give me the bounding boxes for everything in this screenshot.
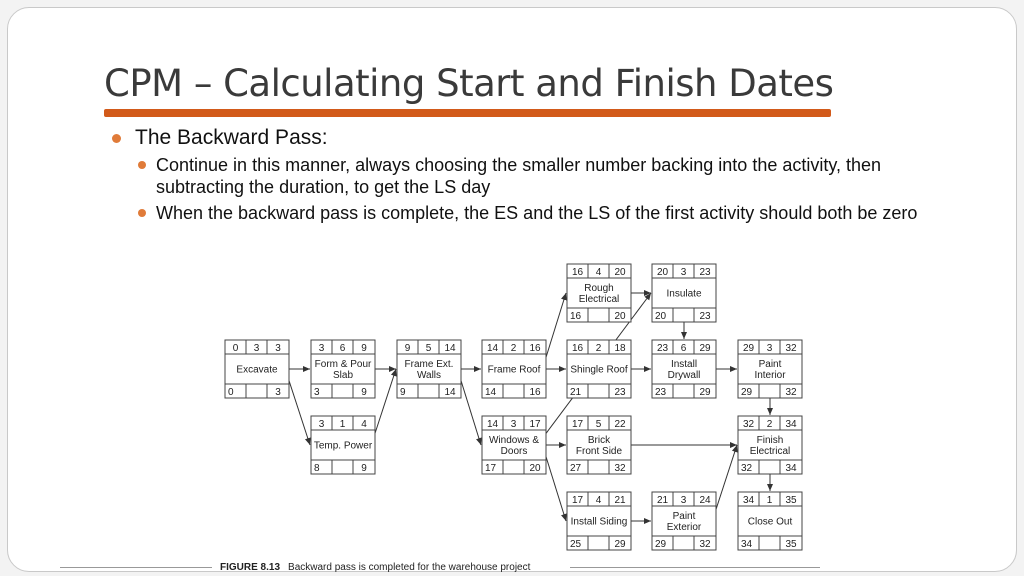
early-finish: 34 [785,419,797,430]
late-finish: 16 [529,387,541,398]
late-start: 9 [400,387,406,398]
early-finish: 17 [529,419,541,430]
early-start: 17 [571,495,584,506]
early-start: 32 [742,419,755,430]
late-finish: 14 [444,387,456,398]
duration: 3 [680,267,687,278]
activity-node-excavate [225,340,289,398]
late-start: 16 [570,311,582,322]
late-start: 21 [570,387,582,398]
late-start: 29 [655,539,667,550]
late-start: 14 [485,387,497,398]
dependency-arrow [375,369,396,433]
early-finish: 14 [444,343,456,354]
duration: 2 [510,343,517,354]
activity-node-install-drywall [652,340,716,398]
activity-name: Form & Pour [314,359,372,370]
figure-caption-text: Backward pass is completed for the warehouse project [288,562,531,573]
activity-name: Drywall [667,370,701,381]
early-start: 16 [571,343,584,354]
late-finish: 32 [699,539,711,550]
sub-bullet-text: Continue in this manner, always choosing the smaller number backing into the activity, then subtracting the duration, to get the LS day [156,155,882,197]
late-finish: 34 [785,463,797,474]
activity-name: Walls [416,370,442,381]
early-start: 34 [742,495,755,506]
late-finish: 29 [614,539,626,550]
early-start: 3 [318,343,325,354]
activity-name: Shingle Roof [570,364,628,376]
early-finish: 35 [785,495,797,506]
late-start: 32 [741,463,753,474]
duration: 6 [339,343,346,354]
dependency-arrow [546,293,566,357]
late-finish: 20 [614,311,626,322]
activity-node-frame-ext-walls [397,340,461,398]
figure-label: FIGURE 8.13 [220,562,281,573]
late-start: 29 [741,387,753,398]
early-start: 14 [486,343,499,354]
early-finish: 20 [614,267,626,278]
dependency-arrow [289,381,310,445]
early-finish: 18 [614,343,626,354]
late-finish: 35 [785,539,797,550]
caption-rule-right [570,567,820,568]
late-finish: 23 [614,387,626,398]
early-finish: 24 [699,495,711,506]
activity-name: Frame Ext. [404,359,454,370]
early-finish: 32 [785,343,797,354]
early-finish: 16 [529,343,541,354]
late-start: 0 [228,387,234,398]
early-start: 20 [656,267,669,278]
activity-name: Frame Roof [487,364,541,376]
late-finish: 9 [361,387,367,398]
duration: 5 [595,419,602,430]
activity-name: Finish [756,435,784,446]
duration: 6 [680,343,687,354]
early-start: 17 [571,419,584,430]
late-finish: 32 [785,387,797,398]
early-finish: 29 [699,343,711,354]
activity-node-insulate [652,264,716,322]
activity-node-frame-roof [482,340,546,398]
late-start: 25 [570,539,582,550]
early-finish: 23 [699,267,711,278]
early-finish: 9 [361,343,367,354]
early-finish: 21 [614,495,626,506]
dependency-arrow [546,457,566,521]
late-start: 3 [314,387,320,398]
duration: 1 [339,419,346,430]
early-finish: 3 [275,343,281,354]
activity-name: Close Out [747,516,793,528]
activity-name: Paint [758,359,782,370]
early-start: 14 [486,419,499,430]
early-start: 0 [232,343,239,354]
duration: 4 [595,495,602,506]
activity-name: Exterior [666,522,702,533]
bullet-main-text: The Backward Pass: [135,126,328,149]
activity-name: Brick [587,435,611,446]
activity-name: Doors [500,446,528,457]
early-start: 29 [742,343,755,354]
late-finish: 20 [529,463,541,474]
late-start: 20 [655,311,667,322]
activity-node-brick-front-side [567,416,631,474]
activity-node-form-pour-slab [311,340,375,398]
duration: 3 [510,419,517,430]
caption-rule-left [60,567,212,568]
activity-name: Temp. Power [313,440,373,452]
late-finish: 9 [361,463,367,474]
activity-name: Install [670,359,698,370]
duration: 3 [253,343,260,354]
duration: 2 [595,343,602,354]
activity-name: Paint [672,511,696,522]
activity-node-paint-interior [738,340,802,398]
activity-name: Slab [332,370,354,381]
activity-name: Electrical [749,446,791,457]
duration: 3 [766,343,773,354]
late-start: 34 [741,539,753,550]
activity-node-close-out [738,492,802,550]
duration: 5 [425,343,432,354]
early-start: 3 [318,419,325,430]
early-start: 21 [656,495,669,506]
dependency-arrow [716,445,737,509]
activity-name: Interior [754,370,786,381]
activity-name: Insulate [666,288,702,300]
activity-node-temp-power [311,416,375,474]
late-finish: 29 [699,387,711,398]
activity-name: Rough [584,283,614,294]
late-finish: 32 [614,463,626,474]
late-start: 27 [570,463,582,474]
activity-name: Front Side [575,446,623,457]
early-start: 9 [404,343,411,354]
figure-caption [220,562,530,573]
activity-name: Electrical [578,294,620,305]
duration: 4 [595,267,602,278]
late-finish: 23 [699,311,711,322]
late-start: 8 [314,463,320,474]
duration: 3 [680,495,687,506]
late-start: 23 [655,387,667,398]
activity-node-shingle-roof [567,340,631,398]
dependency-arrow [461,381,481,445]
duration: 2 [766,419,773,430]
early-start: 16 [571,267,584,278]
activity-name: Excavate [236,364,278,376]
activity-node-rough-electrical [567,264,631,322]
activity-node-install-siding [567,492,631,550]
early-finish: 4 [361,419,367,430]
early-start: 23 [656,343,669,354]
activity-name: Install Siding [570,516,628,528]
duration: 1 [766,495,773,506]
late-finish: 3 [275,387,281,398]
activity-node-paint-exterior [652,492,716,550]
late-start: 17 [485,463,497,474]
early-finish: 22 [614,419,626,430]
activity-node-windows-doors [482,416,546,474]
activity-node-finish-electrical [738,416,802,474]
dependency-links [289,293,770,521]
sub-bullet-text: When the backward pass is complete, the ES and the LS of the first activity should both be zero [156,203,918,223]
slide-title: CPM – Calculating Start and Finish Dates [104,62,834,105]
activity-name: Windows & [488,435,540,446]
